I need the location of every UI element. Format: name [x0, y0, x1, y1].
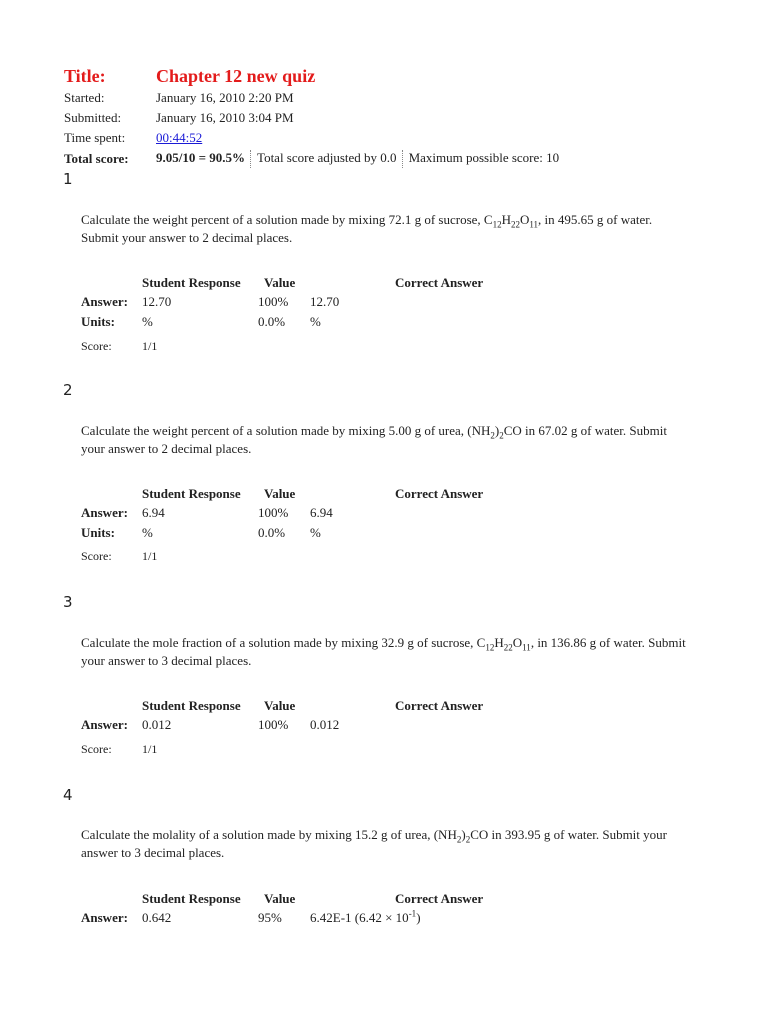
title-label: Title:: [64, 66, 106, 86]
score-value: 1/1: [142, 339, 158, 353]
correct-answer: 12.70: [310, 294, 340, 309]
question-text: Calculate the mole fraction of a solution made by mixing 32.9 g of sucrose, $C_{12}H_{22}O_{11}$, in 136.86 g of water. Submit your answer to 3 decimal places.: [81, 635, 686, 668]
question-text: Calculate the weight percent of a solution made by mixing 5.00 g of urea, $(NH_2)_2CO$ in 67.02 g of water. Submit your answer to 2 decimal places.: [81, 423, 667, 456]
answer-label: Answer:: [81, 910, 128, 925]
score-label: Score:: [81, 742, 112, 756]
value-header: Value: [264, 486, 296, 501]
score-label: Score:: [81, 339, 112, 353]
started-value: January 16, 2010 2:20 PM: [156, 90, 294, 105]
value-header: Value: [264, 698, 296, 713]
answer-value: 100%: [258, 717, 289, 732]
time-spent-link[interactable]: 00:44:52: [156, 130, 203, 145]
correct-answer-header: Correct Answer: [395, 698, 484, 713]
correct-answer-header: Correct Answer: [395, 275, 484, 290]
question-text: Calculate the weight percent of a solution made by mixing 72.1 g of sucrose, $C_{12}H_{22}O_{11}$, in 495.65 g of water. Submit your answer to 2 decimal places.: [81, 212, 653, 245]
answer-label: Answer:: [81, 505, 128, 520]
units-label: Units:: [81, 525, 115, 540]
answer-label: Answer:: [81, 717, 128, 732]
units-label: Units:: [81, 314, 115, 329]
total-score-label: Total score:: [64, 151, 129, 166]
question-number: 2: [63, 381, 73, 399]
started-label: Started:: [64, 90, 105, 105]
student-response: 0.642: [142, 910, 172, 925]
submitted-value: January 16, 2010 3:04 PM: [156, 110, 294, 125]
submitted-label: Submitted:: [64, 110, 122, 125]
total-score-value: 9.05/10 = 90.5%: [156, 150, 246, 165]
student-response-header: Student Response: [142, 891, 241, 906]
student-response: 6.94: [142, 505, 165, 520]
correct-answer: 6.94: [310, 505, 333, 520]
units-response: %: [142, 314, 153, 329]
adjusted-score-text: Total score adjusted by 0.0: [257, 150, 397, 165]
score-label: Score:: [81, 549, 112, 563]
answer-label: Answer:: [81, 294, 128, 309]
value-header: Value: [264, 275, 296, 290]
question-number: 1: [63, 170, 73, 188]
question-text: Calculate the molality of a solution made by mixing 15.2 g of urea, $(NH_2)_2CO$ in 393.95 g of water. Submit your answer to 3 decimal places.: [81, 827, 667, 860]
time-spent-label: Time spent:: [64, 130, 126, 145]
student-response: 12.70: [142, 294, 172, 309]
separator: [250, 150, 252, 168]
answer-value: 100%: [258, 294, 289, 309]
answer-value: 100%: [258, 505, 289, 520]
score-value: 1/1: [142, 549, 158, 563]
units-response: %: [142, 525, 153, 540]
value-header: Value: [264, 891, 296, 906]
question-number: 4: [63, 786, 73, 804]
units-correct: %: [310, 525, 321, 540]
total-score-row: [156, 150, 559, 168]
max-score-text: Maximum possible score: 10: [408, 150, 560, 165]
student-response-header: Student Response: [142, 486, 241, 501]
student-response-header: Student Response: [142, 275, 241, 290]
units-value: 0.0%: [258, 525, 286, 540]
answer-value: 95%: [258, 910, 282, 925]
units-value: 0.0%: [258, 314, 286, 329]
correct-answer-header: Correct Answer: [395, 891, 484, 906]
question-number: 3: [63, 593, 73, 611]
correct-answer: 0.012: [310, 717, 340, 732]
correct-answer: 6.42E-1 $(6.42 \times 10^{-1})$: [310, 908, 421, 925]
quiz-title: Chapter 12 new quiz: [156, 66, 316, 86]
student-response: 0.012: [142, 717, 172, 732]
correct-answer-header: Correct Answer: [395, 486, 484, 501]
units-correct: %: [310, 314, 321, 329]
separator: [402, 150, 404, 168]
score-value: 1/1: [142, 742, 158, 756]
student-response-header: Student Response: [142, 698, 241, 713]
